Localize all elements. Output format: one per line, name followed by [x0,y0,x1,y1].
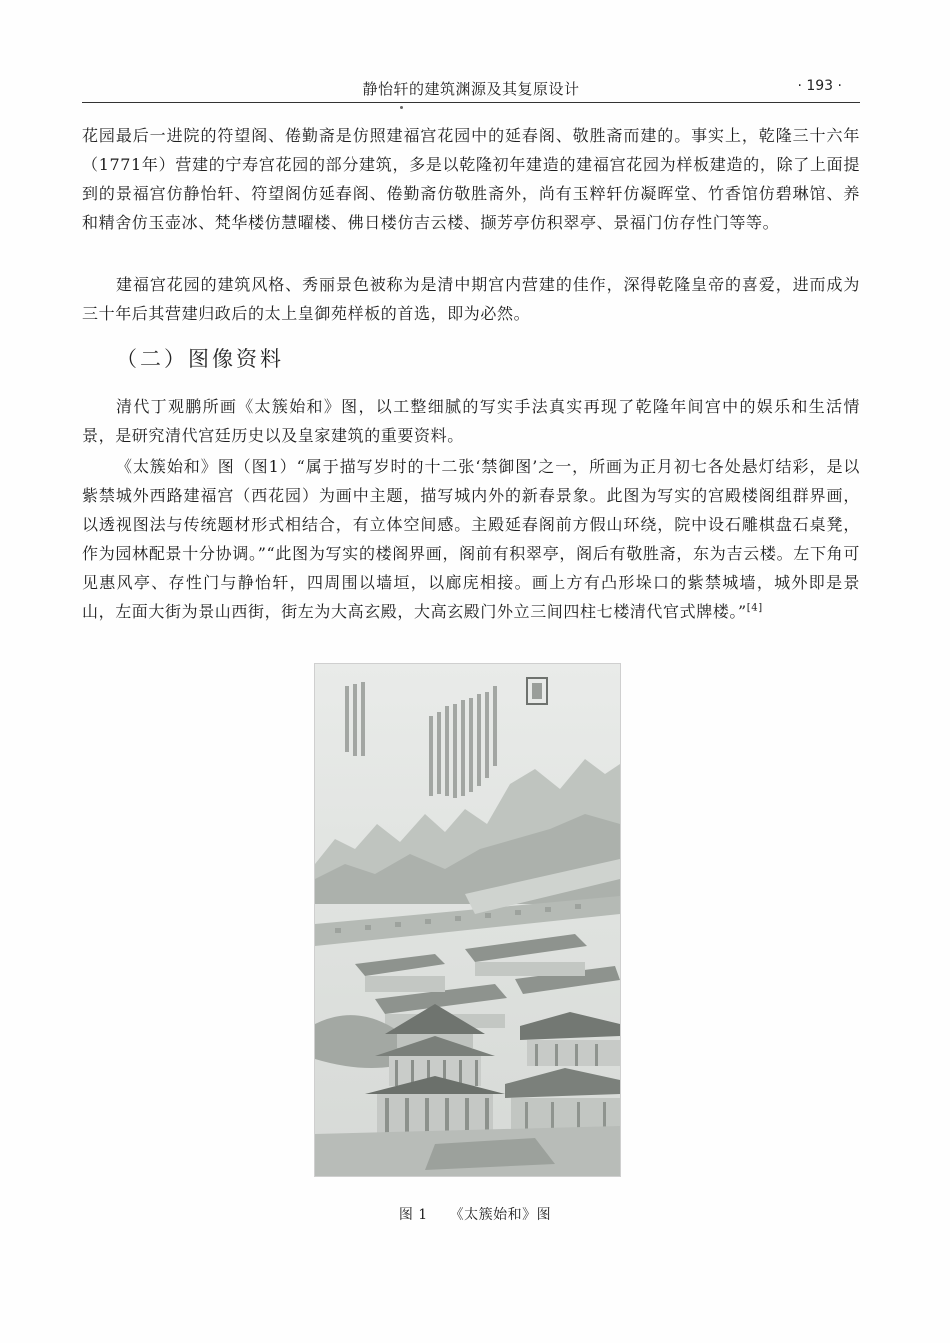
header-dot [400,106,403,109]
paragraph-3: 清代丁观鹏所画《太簇始和》图，以工整细腻的写实手法真实再现了乾隆年间宫中的娱乐和生活情景，是研究清代宫廷历史以及皇家建筑的重要资料。 [82,397,860,445]
paragraph-2: 建福宫花园的建筑风格、秀丽景色被称为是清中期宫内营建的佳作，深得乾隆皇帝的喜爱，进而成为三十年后其营建归政后的太上皇御苑样板的首选，即为必然。 [82,275,860,323]
section-heading: （二）图像资料 [116,347,284,371]
paragraph-4 [82,452,860,626]
citation-ref: [4] [746,602,763,614]
running-header [82,72,860,103]
paragraph-4-text: 《太簇始和》图（图1）“属于描写岁时的十二张‘禁御图’之一，所画为正月初七各处悬灯结彩，是以紫禁城外西路建福宫（西花园）为画中主题，描写城内外的新春景象。此图为写实的宫殿楼阁组群界画，以透视图法与传统题材形式相结合，有立体空间感。主殿延春阁前方假山环绕，院中设石雕棋盘石桌凳，作为园林配景十分协调。”“此图为写实的楼阁界画，阁前有积翠亭，阁后有敬胜斋，东为吉云楼。左下角可见惠风亭、存性门与静怡轩，四周围以墙垣，以廊庑相接。画上方有凸形垛口的紫禁城墙，城外即是景山，左面大街为景山西街，街左为大高玄殿，大高玄殿门外立三间四柱七楼清代官式牌楼。” [82,457,860,621]
running-title: 静怡轩的建筑渊源及其复原设计 [362,80,580,98]
page-number: · 193 · [797,78,842,94]
figure-title: 《太簇始和》图 [449,1207,552,1223]
paragraph-1: 花园最后一进院的符望阁、倦勤斋是仿照建福宫花园中的延春阁、敬胜斋而建的。事实上，乾隆三十六年（1771年）营建的宁寿宫花园的部分建筑，多是以乾隆初年建造的建福宫花园为样板建造的，除了上面提到的景福宫仿静怡轩、符望阁仿延春阁、倦勤斋仿敬胜斋外，尚有玉粹轩仿凝晖堂、竹香馆仿碧琳馆、养和精舍仿玉壶冰、梵华楼仿慧曜楼、佛日楼仿吉云楼、撷芳亭仿积翠亭、景福门仿存性门等等。 [82,126,860,232]
figure-painting [314,663,621,1177]
painting-illustration [315,664,620,1176]
seal-stamp-inner [532,683,542,699]
figure-caption [0,1204,950,1224]
figure-label: 图 1 [398,1207,428,1223]
